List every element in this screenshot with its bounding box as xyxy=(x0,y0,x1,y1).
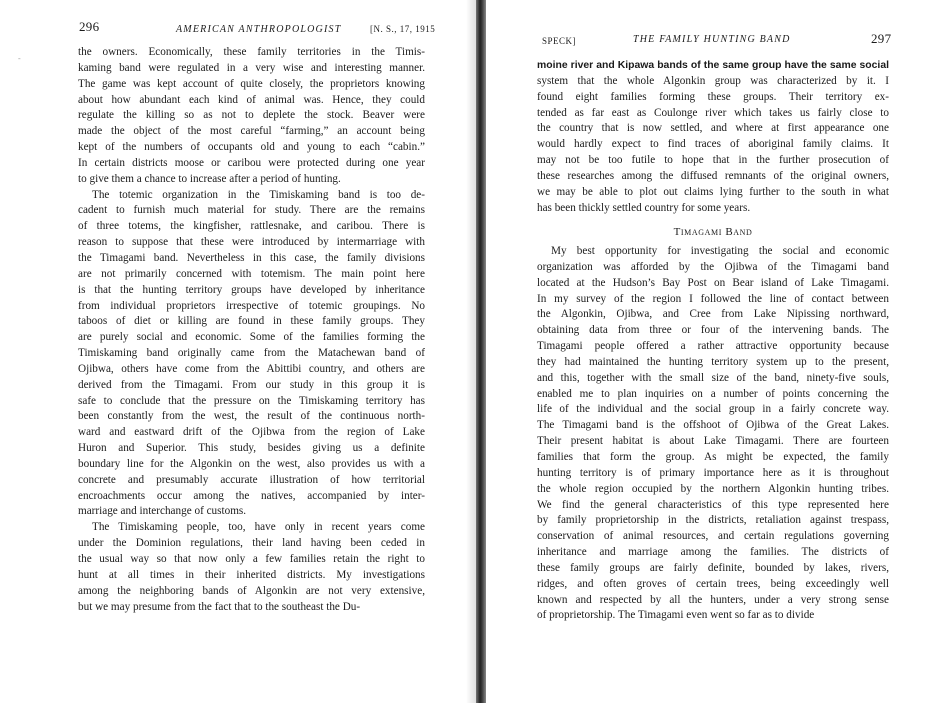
text-line: found eight families forming these groups. Their territory ex- xyxy=(537,90,889,103)
right-running-title: THE FAMILY HUNTING BAND xyxy=(633,34,791,45)
text-line: ridges, and often groves of certain trees, being exceedingly well xyxy=(537,577,889,590)
text-line: are not primarily concerned with totemism. The main point here xyxy=(78,267,425,280)
text-line: safe to conclude that the pressure on the Timiskaming territory has xyxy=(78,394,425,407)
text-line: The Timiskaming people, too, have only in recent years come xyxy=(92,521,425,534)
text-line: are purely social and economic. Some of the families forming the xyxy=(78,331,425,344)
text-line: these researches among the diffused remnants of the original owners, xyxy=(537,169,889,182)
text-line: life of the individual and the social group in a fairly concrete way. xyxy=(537,403,889,416)
text-line: hunt at all times in their inherited districts. My investigations xyxy=(78,568,425,581)
text-line: kaming band were regulated in a very wise and interesting manner. xyxy=(78,61,425,74)
right-page xyxy=(486,0,940,703)
text-line: In my survey of the region I followed the line of contact between xyxy=(537,292,889,305)
text-line: We find the general characteristics of this type represented here xyxy=(537,498,889,511)
text-line: organization was afforded by the Ojibwa of the Timagami band xyxy=(537,260,889,273)
text-line: but we may presume from the fact that to the southeast the Du- xyxy=(78,600,361,613)
text-line: Timiskaming band originally came from the Matachewan band of xyxy=(78,347,425,360)
text-line: regulate the killing so as not to deplete the stock. Beaver were xyxy=(78,109,425,122)
text-line: taboos of diet or killing are found in these family groups. They xyxy=(78,315,425,328)
text-line: derived from the Timagami. From our study in this group it is xyxy=(78,378,425,391)
text-line: obtaining data from three or four of the intervening bands. The xyxy=(537,324,889,337)
right-body-text-top xyxy=(537,58,889,216)
text-line: system that the whole Algonkin group was characterized by it. I xyxy=(537,74,889,87)
text-line: reason to suppose that these were introduced by intermarriage with xyxy=(78,236,425,249)
text-line: hunting territory is of primary importance here as it is throughout xyxy=(537,466,889,479)
text-line: the Algonkin, Ojibwa, and Cree from Lake Nipissing northward, xyxy=(537,308,889,321)
text-line: conservation of animal resources, and certain regulations governing xyxy=(537,530,889,543)
text-line: they had maintained the hunting territory system up to the present, xyxy=(537,355,889,368)
left-running-title: AMERICAN ANTHROPOLOGIST xyxy=(176,24,342,35)
text-line: has been thickly settled country for some years. xyxy=(537,201,751,214)
text-line: these family groups are fairly definite, bounded by lakes, rivers, xyxy=(537,561,889,574)
text-line: kept of the numbers of occupants old and young to each “cabin.” xyxy=(78,141,425,154)
text-line: is that the hunting territory groups have developed by inheritance xyxy=(78,283,425,296)
text-line: moine river and Kipawa bands of the same group have the same social xyxy=(537,60,889,71)
text-line: tended as far east as Coulonge river which takes us fairly close to xyxy=(537,106,889,119)
text-line: encroachments occur among the natives, accompanied by inter- xyxy=(78,489,425,502)
text-line: may not be too futile to hope that in the further prosecution of xyxy=(537,154,889,167)
margin-mark: - xyxy=(18,54,21,63)
text-line: ward and eastward drift of the Ojibwa from the region of Lake xyxy=(78,426,425,439)
text-line: concrete and presumably accurate illustration of how territorial xyxy=(78,473,425,486)
text-line: from individual proprietors irrespective of totemic groupings. No xyxy=(78,299,425,312)
right-page-number: 297 xyxy=(871,31,892,46)
text-line: The Timagami band is the offshoot of Ojibwa of the Great Lakes. xyxy=(537,419,889,432)
text-line: the usual way so that now only a few families retain the right to xyxy=(78,553,425,565)
text-line: under the Dominion regulations, their land having been ceded in xyxy=(78,537,425,550)
right-running-author: SPECK] xyxy=(542,36,577,46)
text-line: would hardly expect to find traces of aboriginal family claims. It xyxy=(537,138,889,151)
text-line: we may be able to plot out claims lying further to the south in what xyxy=(537,185,889,198)
text-line: of proprietorship. The Timagami even went so far as to divide xyxy=(537,609,815,622)
text-line: to give them a chance to increase after a period of hunting. xyxy=(78,172,341,185)
text-line: Ojibwa, others have come from the Abittibi country, and others are xyxy=(78,362,425,375)
text-line: The game was kept account of quite closely, the proprietors knowing xyxy=(78,77,425,90)
text-line: the owners. Economically, these family territories in the Timis- xyxy=(78,46,425,58)
text-line: among the neighboring bands of Algonkin are not very extensive, xyxy=(78,584,425,597)
text-line: the country that is now settled, and where at first appearance one xyxy=(537,122,889,135)
text-line: by family proprietorship in the districts, retaliation against trespass, xyxy=(537,514,889,527)
text-line: the Timagami band. Nevertheless in this case, the family divisions xyxy=(78,251,425,264)
text-line: about how abundant each kind of animal was. Hence, they could xyxy=(78,93,425,106)
text-line: made the object of the most careful “farming,” an account being xyxy=(78,125,425,138)
text-line: and this, together with the small size of the band, ninety-five souls, xyxy=(537,371,889,384)
text-line: Timagami people offered a rather attractive opportunity because xyxy=(537,340,889,353)
text-line: enabled me to plan inquiries on a number of points concerning the xyxy=(537,387,889,400)
text-line: My best opportunity for investigating the social and economic xyxy=(551,245,889,257)
text-line: The totemic organization in the Timiskaming band is too de- xyxy=(92,188,425,201)
text-line: been constantly from the west, the result of the continuous north- xyxy=(78,410,425,423)
text-line: Their present habitat is about Lake Timagami. There are fourteen xyxy=(537,435,889,448)
text-line: located at the Hudson’s Bay Post on Bear island of Lake Timagami. xyxy=(537,276,889,289)
left-body-text xyxy=(78,45,425,615)
text-line: marriage and interchange of customs. xyxy=(78,505,247,518)
left-series-info: [N. S., 17, 1915 xyxy=(370,24,436,34)
text-line: of three totems, the kingfisher, rattlesnake, and caribou. There is xyxy=(78,220,425,233)
text-line: In certain districts moose or caribou were protected during one year xyxy=(78,156,425,169)
text-line: inheritance and marriage among the families. The districts of xyxy=(537,546,889,559)
text-line: the whole region occupied by the northern Algonkin hunting tribes. xyxy=(537,482,889,495)
right-body-text-bottom xyxy=(537,244,889,624)
text-line: boundary line for the Algonkin on the west, also provides us with a xyxy=(78,457,425,470)
text-line: Huron and Superior. This study, besides giving us a definite xyxy=(78,442,425,455)
text-line: families that form the group. As might be expected, the family xyxy=(537,450,889,463)
text-line: known and respected by all the hunters, under a very strong sense xyxy=(537,593,889,606)
section-heading: Timagami Band xyxy=(673,226,753,238)
left-page-number: 296 xyxy=(79,19,100,34)
text-line: cadent to furnish much material for study. There are the remains xyxy=(78,204,425,217)
